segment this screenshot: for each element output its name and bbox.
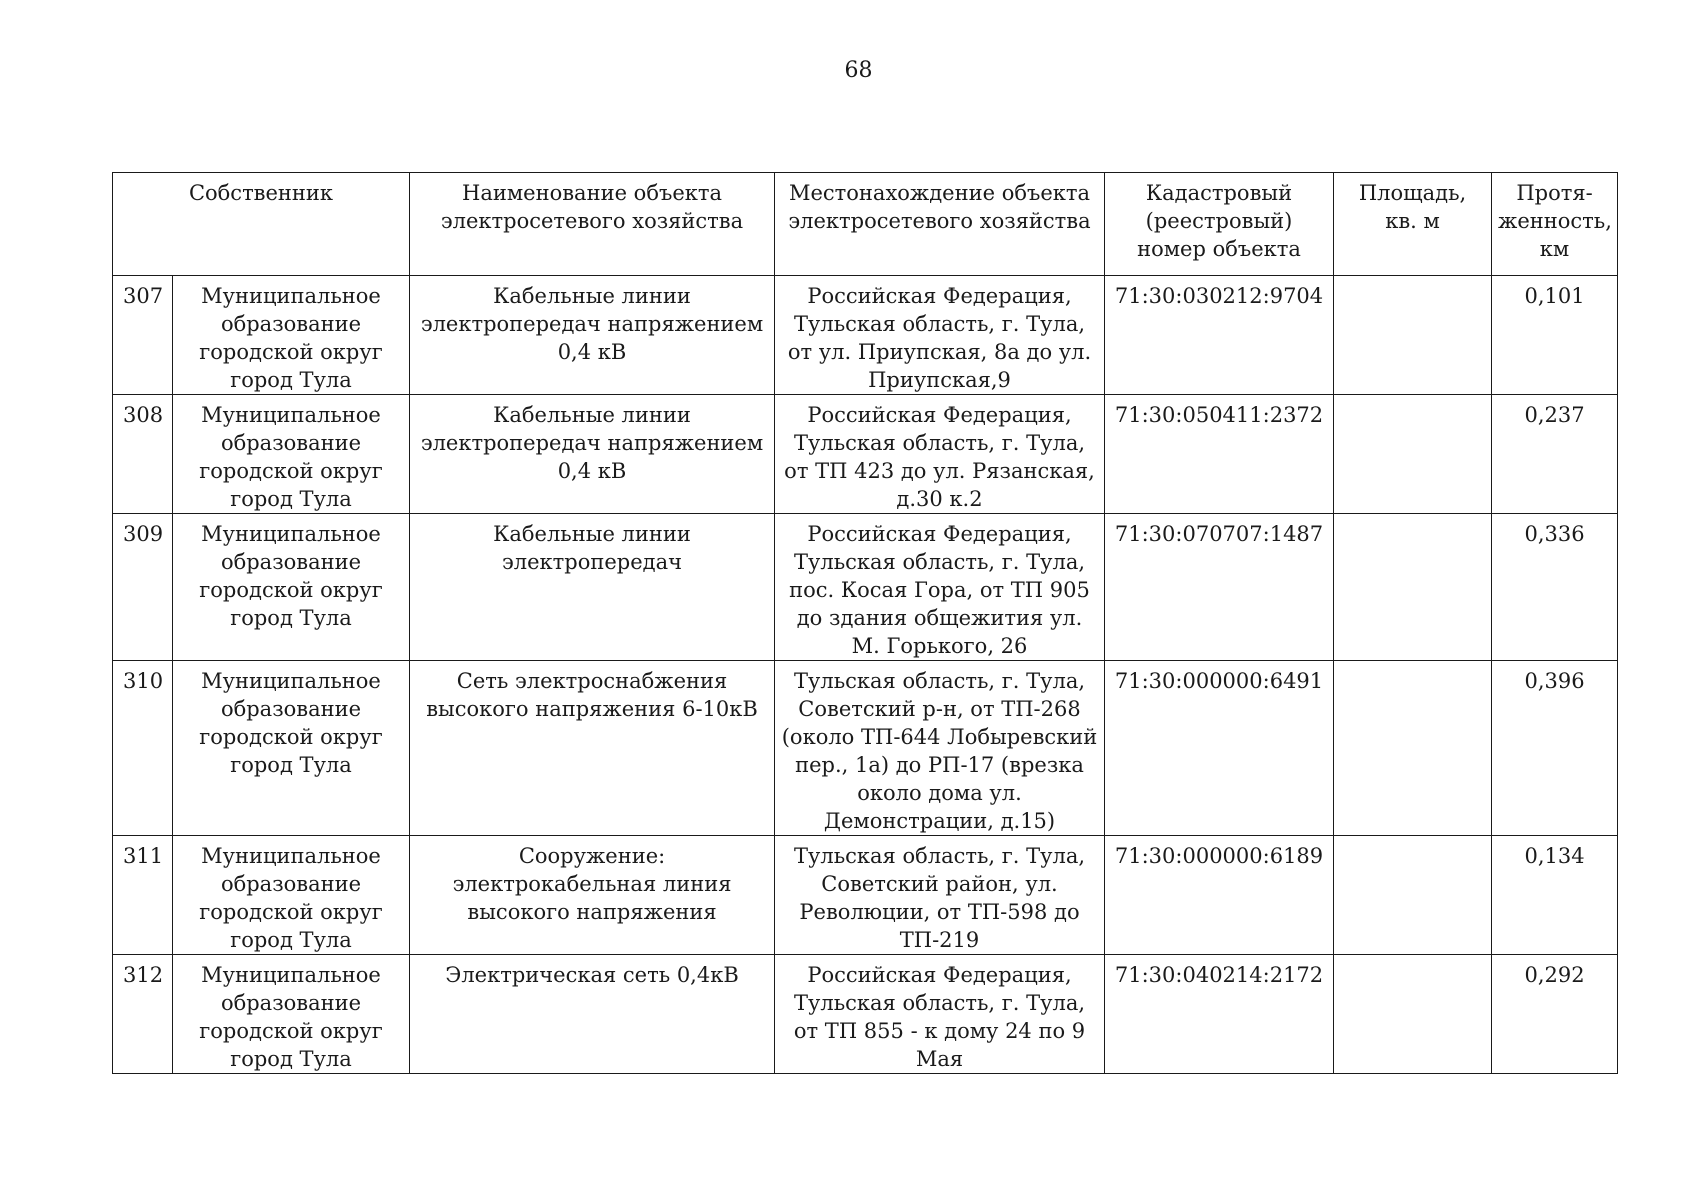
row-name: Сооружение: электрокабельная линия высокого напряжения: [410, 836, 775, 955]
row-location: Тульская область, г. Тула, Советский район, ул. Революции, от ТП-598 до ТП-219: [775, 836, 1105, 955]
row-number: 312: [113, 955, 173, 1074]
row-owner: Муниципальное образование городской округ город Тула: [173, 276, 410, 395]
header-area: Площадь, кв. м: [1334, 173, 1492, 276]
row-owner: Муниципальное образование городской округ город Тула: [173, 955, 410, 1074]
row-number: 308: [113, 395, 173, 514]
row-area: [1334, 276, 1492, 395]
row-length: 0,101: [1492, 276, 1618, 395]
row-owner: Муниципальное образование городской округ город Тула: [173, 661, 410, 836]
row-name: Кабельные линии электропередач напряжением 0,4 кВ: [410, 395, 775, 514]
row-length: 0,396: [1492, 661, 1618, 836]
row-number: 307: [113, 276, 173, 395]
row-owner: Муниципальное образование городской округ город Тула: [173, 836, 410, 955]
row-area: [1334, 514, 1492, 661]
row-area: [1334, 661, 1492, 836]
row-owner: Муниципальное образование городской округ город Тула: [173, 514, 410, 661]
row-location: Российская Федерация, Тульская область, г. Тула, от ул. Приупская, 8а до ул. Приупская,9: [775, 276, 1105, 395]
header-owner: Собственник: [113, 173, 410, 276]
row-owner: Муниципальное образование городской округ город Тула: [173, 395, 410, 514]
row-location: Российская Федерация, Тульская область, г. Тула, от ТП 423 до ул. Рязанская, д.30 к.2: [775, 395, 1105, 514]
table-row: [113, 661, 1618, 836]
row-cadastral: 71:30:050411:2372: [1105, 395, 1334, 514]
row-length: 0,292: [1492, 955, 1618, 1074]
row-length: 0,237: [1492, 395, 1618, 514]
table-row: [113, 276, 1618, 395]
header-length: Протя-женность, км: [1492, 173, 1618, 276]
row-length: 0,336: [1492, 514, 1618, 661]
row-area: [1334, 955, 1492, 1074]
header-name: Наименование объекта электросетевого хозяйства: [410, 173, 775, 276]
row-name: Сеть электроснабжения высокого напряжения 6-10кВ: [410, 661, 775, 836]
table-row: [113, 395, 1618, 514]
header-location: Местонахождение объекта электросетевого хозяйства: [775, 173, 1105, 276]
table-row: [113, 955, 1618, 1074]
row-cadastral: 71:30:040214:2172: [1105, 955, 1334, 1074]
row-number: 310: [113, 661, 173, 836]
header-row: [113, 173, 1618, 276]
row-area: [1334, 395, 1492, 514]
row-length: 0,134: [1492, 836, 1618, 955]
row-cadastral: 71:30:030212:9704: [1105, 276, 1334, 395]
page-number: 68: [844, 58, 873, 83]
row-cadastral: 71:30:000000:6189: [1105, 836, 1334, 955]
row-number: 311: [113, 836, 173, 955]
row-number: 309: [113, 514, 173, 661]
row-location: Тульская область, г. Тула, Советский р-н, от ТП-268 (около ТП-644 Лобыревский пер., 1а) до РП-17 (врезка около дома ул. Демонстрации, д.15): [775, 661, 1105, 836]
table-row: [113, 836, 1618, 955]
row-name: Кабельные линии электропередач: [410, 514, 775, 661]
row-location: Российская Федерация, Тульская область, г. Тула, от ТП 855 - к дому 24 по 9 Мая: [775, 955, 1105, 1074]
row-cadastral: 71:30:000000:6491: [1105, 661, 1334, 836]
table-row: [113, 514, 1618, 661]
row-location: Российская Федерация, Тульская область, г. Тула, пос. Косая Гора, от ТП 905 до здания общежития ул. М. Горького, 26: [775, 514, 1105, 661]
row-cadastral: 71:30:070707:1487: [1105, 514, 1334, 661]
row-name: Электрическая сеть 0,4кВ: [410, 955, 775, 1074]
row-name: Кабельные линии электропередач напряжением 0,4 кВ: [410, 276, 775, 395]
header-cadastral: Кадастровый (реестровый) номер объекта: [1105, 173, 1334, 276]
row-area: [1334, 836, 1492, 955]
registry-table: [112, 172, 1618, 1074]
